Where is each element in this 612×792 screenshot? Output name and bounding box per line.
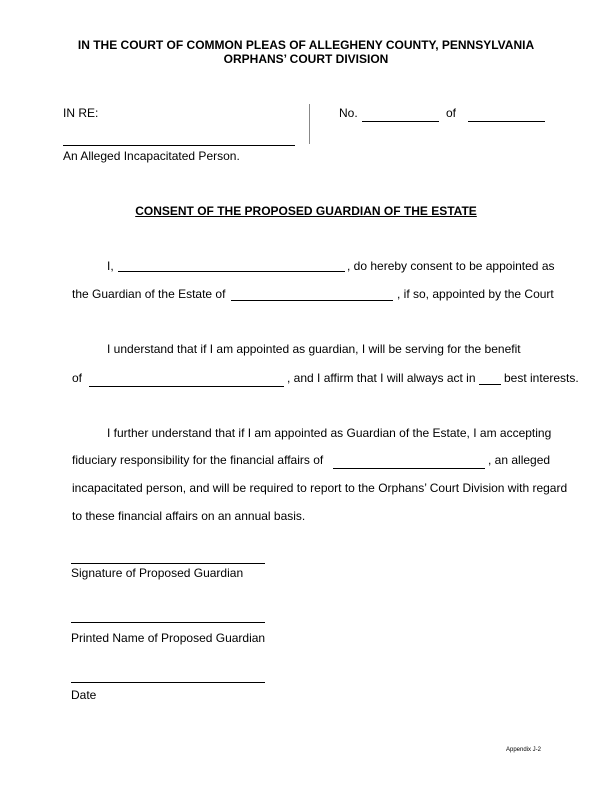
number-label: No. bbox=[339, 106, 358, 120]
appendix-label: Appendix J-2 bbox=[506, 747, 542, 753]
p1-line1-end: , do hereby consent to be appointed as bbox=[347, 259, 555, 273]
printed-name-field[interactable] bbox=[71, 622, 265, 623]
p3-line2-start: fiduciary responsibility for the financial affairs of bbox=[72, 453, 324, 467]
p3-line3: incapacitated person, and will be required to report to the Orphans’ Court Division with regard bbox=[72, 481, 568, 495]
estate-of-field[interactable] bbox=[231, 300, 393, 301]
person-name-field[interactable] bbox=[63, 145, 295, 146]
guardian-name-field[interactable] bbox=[118, 271, 345, 272]
of-label: of bbox=[446, 106, 457, 120]
case-year-field[interactable] bbox=[468, 121, 545, 122]
in-re-label: IN RE: bbox=[63, 106, 99, 120]
person-label: An Alleged Incapacitated Person. bbox=[63, 149, 240, 163]
document-title: CONSENT OF THE PROPOSED GUARDIAN OF THE ESTATE bbox=[135, 204, 477, 218]
p3-line4: to these financial affairs on an annual basis. bbox=[72, 509, 306, 523]
p3-line2-end: , an alleged bbox=[488, 453, 551, 467]
date-label: Date bbox=[71, 688, 97, 702]
printed-name-label: Printed Name of Proposed Guardian bbox=[71, 631, 266, 645]
p1-line2-end: , if so, appointed by the Court bbox=[397, 287, 554, 301]
pronoun-field[interactable] bbox=[479, 384, 501, 385]
division-heading: ORPHANS’ COURT DIVISION bbox=[223, 52, 389, 66]
p2-line2-start: of bbox=[72, 371, 83, 385]
p3-line1: I further understand that if I am appointed as Guardian of the Estate, I am accepting bbox=[107, 426, 552, 440]
p2-line2-mid: , and I affirm that I will always act in bbox=[287, 371, 476, 385]
signature-label: Signature of Proposed Guardian bbox=[71, 566, 244, 580]
p1-line1-start: I, bbox=[107, 259, 114, 273]
financial-affairs-of-field[interactable] bbox=[333, 468, 485, 469]
benefit-of-field[interactable] bbox=[89, 386, 284, 387]
p2-line1: I understand that if I am appointed as guardian, I will be serving for the benefit bbox=[107, 342, 521, 356]
date-field[interactable] bbox=[71, 682, 265, 683]
caption-divider bbox=[309, 104, 310, 144]
case-number-field[interactable] bbox=[362, 121, 439, 122]
court-heading: IN THE COURT OF COMMON PLEAS OF ALLEGHENY COUNTY, PENNSYLVANIA bbox=[77, 38, 535, 52]
signature-field[interactable] bbox=[71, 563, 265, 564]
p2-line2-end: best interests. bbox=[504, 371, 579, 385]
p1-line2-start: the Guardian of the Estate of bbox=[72, 287, 226, 301]
